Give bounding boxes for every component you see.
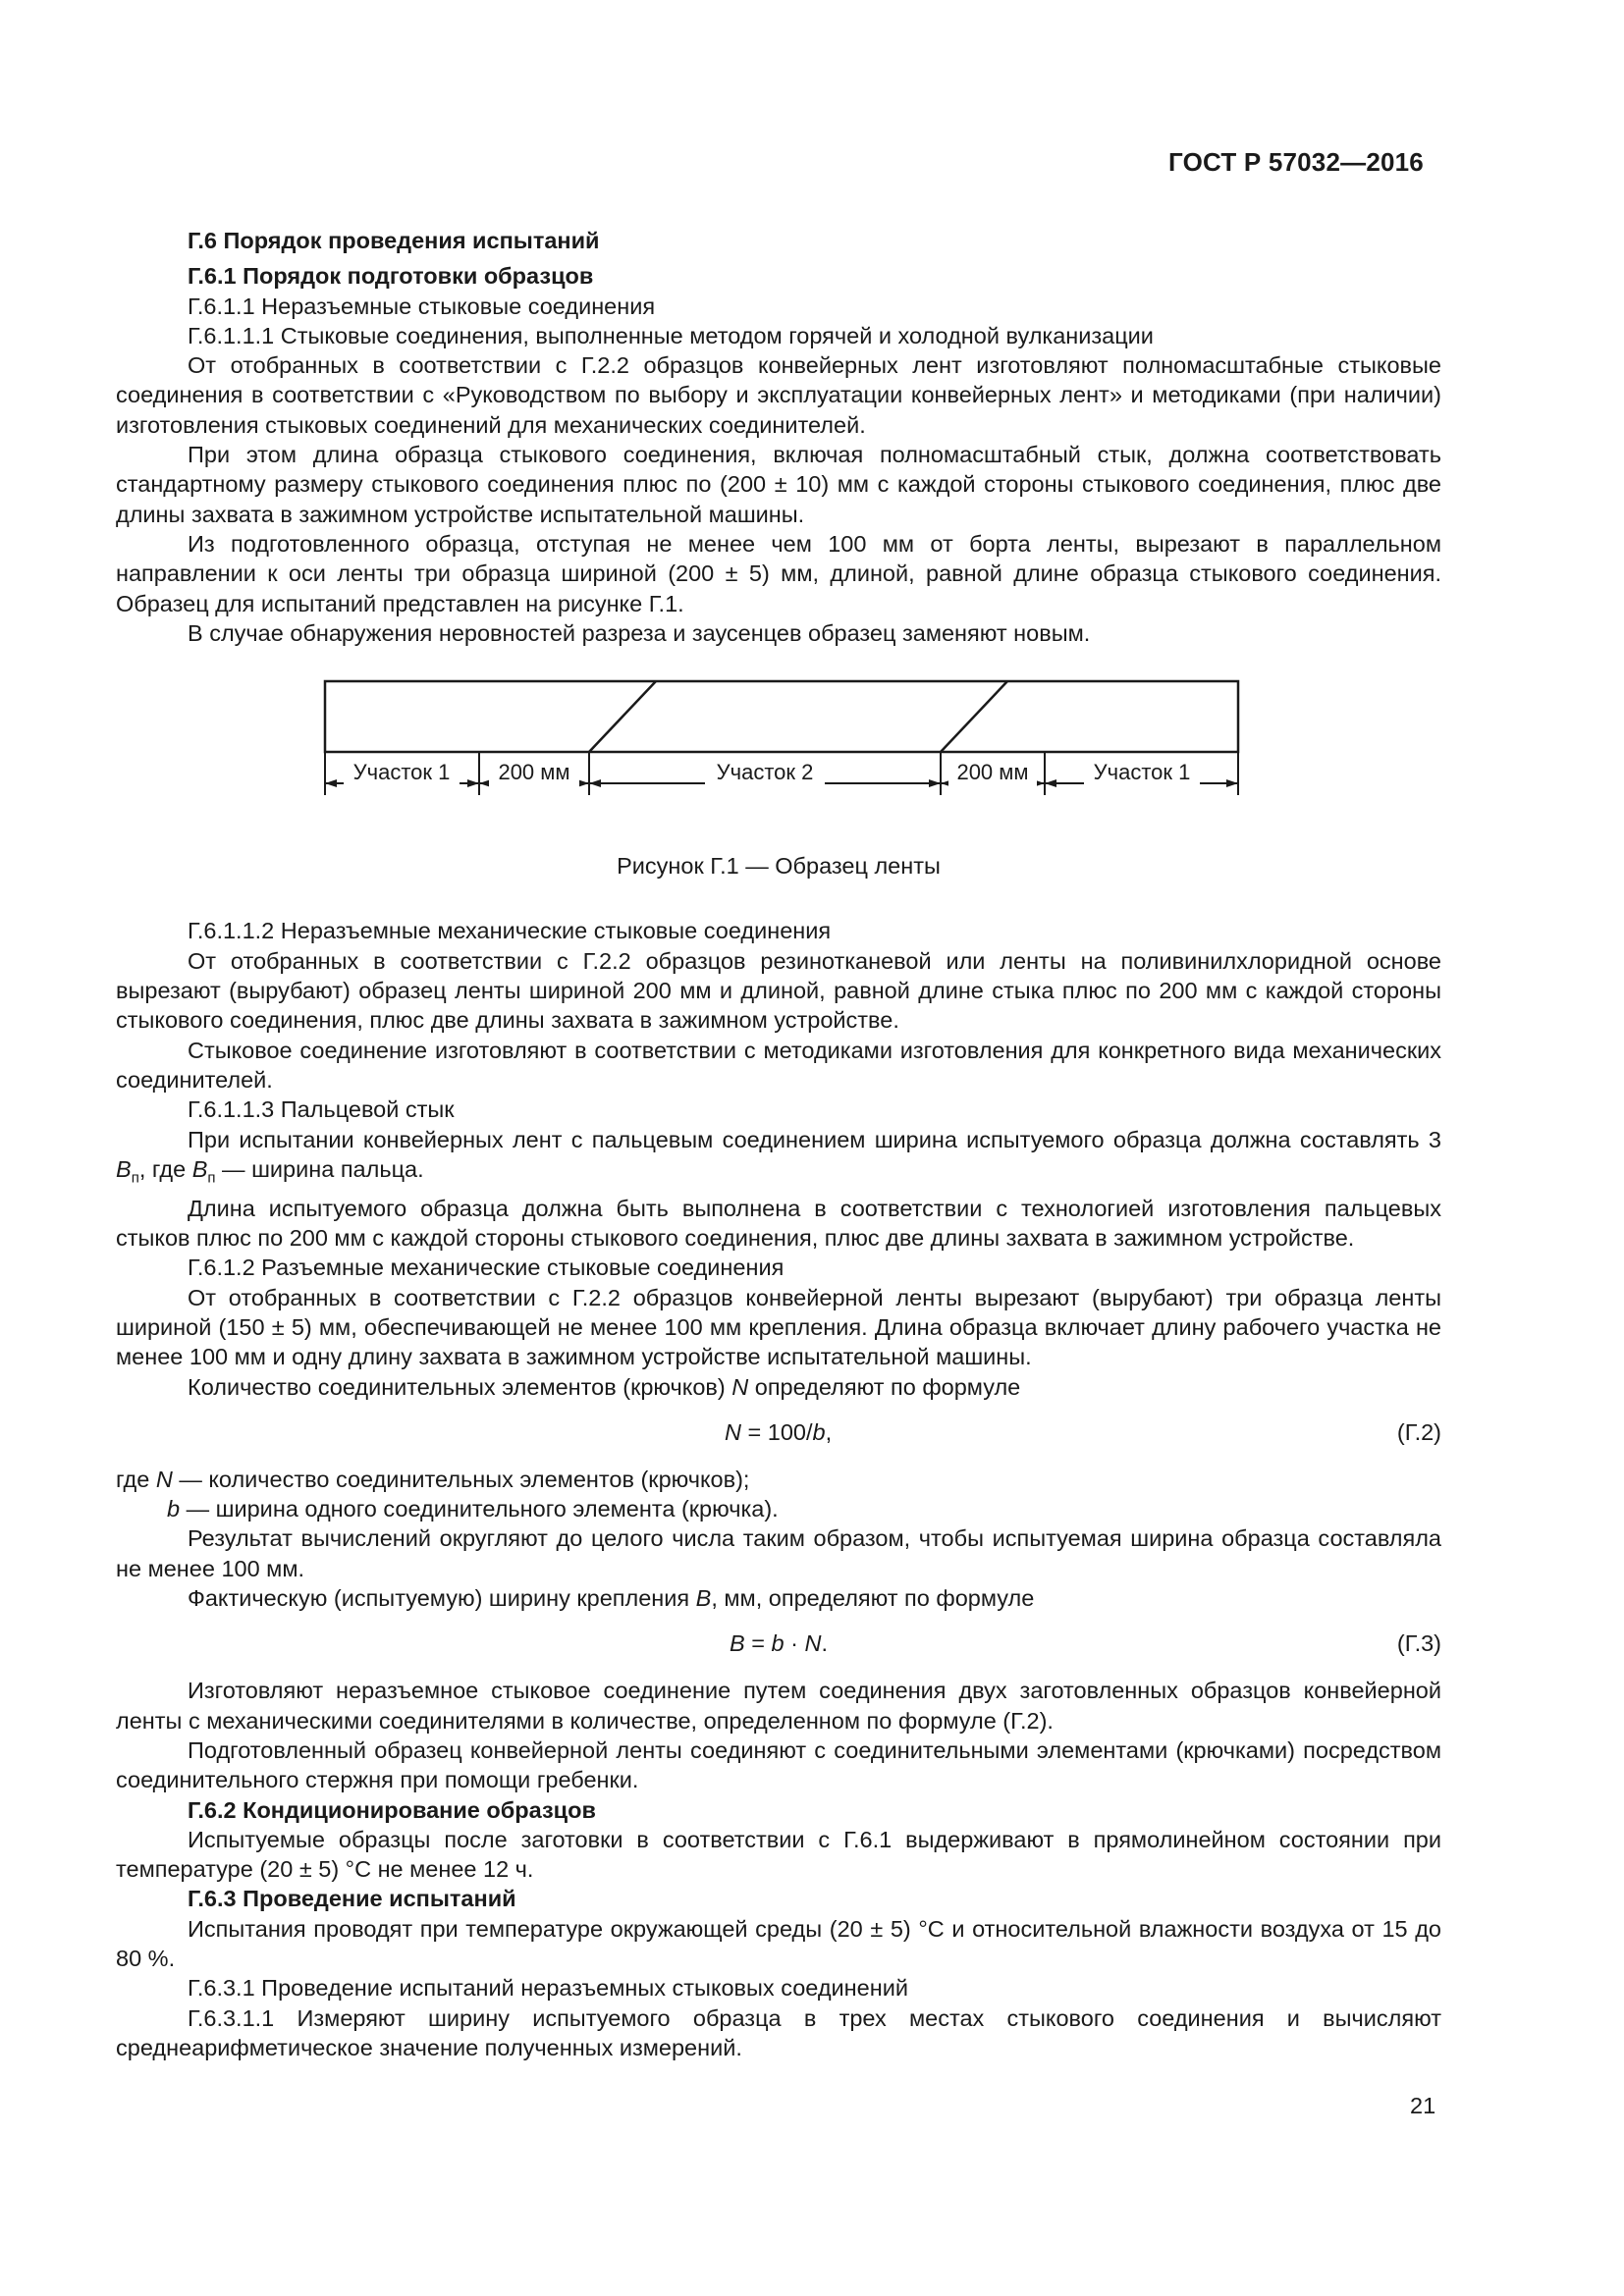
clause-heading: Г.6.3.1 Проведение испытаний неразъемных стыковых соединений [188, 1975, 908, 2002]
subsection-heading: Г.6.3 Проведение испытаний [188, 1886, 516, 1912]
page-number: 21 [1410, 2093, 1436, 2118]
clause-heading: Г.6.1.1 Неразъемные стыковые соединения [188, 293, 656, 319]
paragraph: Стыковое соединение изготовляют в соответствии с методиками изготовления для конкретного вида механических соединителей. [116, 1037, 1441, 1093]
paragraph-finger-joint: При испытании конвейерных лент с пальцевым соединением ширина испытуемого образца должна составлять 3 $B_п$, где $B_п$ — ширина пальца. [116, 1126, 1441, 1187]
paragraph: Результат вычислений округляют до целого числа таким образом, чтобы испытуемая ширина образца составляла не менее 100 мм. [116, 1525, 1441, 1581]
subsection-heading: Г.6.1 Порядок подготовки образцов [188, 263, 594, 290]
where-clause: где N — количество соединительных элементов (крючков); [116, 1466, 750, 1492]
figure-label-section2: Участок 2 [716, 760, 814, 785]
joint-line-left [589, 681, 656, 752]
figure-label-section1-left: Участок 1 [352, 760, 451, 785]
paragraph: Г.6.3.1.1 Измеряют ширину испытуемого образца в трех местах стыкового соединения и вычисляют среднеарифметическое значение полученных измерений. [116, 2004, 1441, 2060]
section-heading: Г.6 Порядок проведения испытаний [188, 228, 600, 253]
paragraph: Количество соединительных элементов (крючков) N определяют по формуле [188, 1373, 1021, 1400]
paragraph: От отобранных в соответствии с Г.2.2 образцов конвейерных лент изготовляют полномасштабные стыковые соединения в соответствии с «Руководством по выбору и эксплуатации конвейерных лент» и методиками (при наличии) изготовления стыковых соединений для механических соединителей. [116, 352, 1441, 438]
subsection-heading: Г.6.2 Кондиционирование образцов [188, 1796, 596, 1823]
paragraph: Длина испытуемого образца должна быть выполнена в соответствии с технологией изготовления пальцевых стыков плюс по 200 мм с каждой стороны стыкового соединения, плюс две длины захвата в зажимном устройстве. [116, 1195, 1441, 1252]
paragraph: Из подготовленного образца, отступая не менее чем 100 мм от борта ленты, вырезают в параллельном направлении к оси ленты три образца шириной (200 ± 5) мм, длиной, равной длине образца стыкового соединения. Образец для испытаний представлен на рисунке Г.1. [116, 530, 1441, 616]
figure-label-200mm-left: 200 мм [498, 760, 570, 785]
page-body [116, 226, 1441, 2062]
paragraph: Фактическую (испытуемую) ширину крепления B, мм, определяют по формуле [188, 1585, 1035, 1612]
where-clause: b — ширина одного соединительного элемента (крючка). [167, 1496, 779, 1522]
figure-belt-sample [116, 669, 1441, 841]
formula-g2: N = 100/b, (Г.2) [116, 1417, 1441, 1447]
paragraph: От отобранных в соответствии с Г.2.2 образцов конвейерной ленты вырезают (вырубают) три образца ленты шириной (150 ± 5) мм, обеспечивающей не менее 100 мм крепления. Длина образца включает длину рабочего участка не менее 100 мм и одну длину захвата в зажимном устройстве испытательной машины. [116, 1284, 1441, 1370]
belt-sample-diagram [116, 669, 1441, 841]
formula-number: (Г.2) [1396, 1418, 1441, 1445]
paragraph: От отобранных в соответствии с Г.2.2 образцов резинотканевой или ленты на поливинилхлоридной основе вырезают (вырубают) образец ленты шириной 200 мм и длиной, равной длине стыка плюс по 200 мм с каждой стороны стыкового соединения, плюс две длины захвата в зажимном устройстве. [116, 947, 1441, 1034]
figure-label-section1-right: Участок 1 [1093, 760, 1191, 785]
paragraph: В случае обнаружения неровностей разреза и заусенцев образец заменяют новым. [188, 619, 1091, 646]
clause-heading: Г.6.1.2 Разъемные механические стыковые соединения [188, 1255, 785, 1281]
clause-heading: Г.6.1.1.1 Стыковые соединения, выполненные методом горячей и холодной вулканизации [188, 322, 1154, 348]
clause-heading: Г.6.1.1.2 Неразъемные механические стыковые соединения [188, 918, 832, 944]
clause-heading: Г.6.1.1.3 Пальцевой стык [188, 1096, 455, 1123]
figure-caption: Рисунок Г.1 — Образец ленты [617, 853, 941, 880]
paragraph: Испытуемые образцы после заготовки в соответствии с Г.6.1 выдерживают в прямолинейном состоянии при температуре (20 ± 5) °С не менее 12 ч. [116, 1826, 1441, 1883]
formula-g3: B = b · N. (Г.3) [116, 1629, 1441, 1658]
formula-number: (Г.3) [1396, 1630, 1441, 1657]
paragraph: Подготовленный образец конвейерной ленты соединяют с соединительными элементами (крючками) посредством соединительного стержня при помощи гребенки. [116, 1736, 1441, 1793]
figure-label-200mm-right: 200 мм [956, 760, 1029, 785]
belt-outline [325, 681, 1238, 752]
paragraph: При этом длина образца стыкового соединения, включая полномасштабный стык, должна соответствовать стандартному размеру стыкового соединения плюс по (200 ± 10) мм с каждой стороны стыкового соединения, плюс две длины захвата в зажимном устройстве испытательной машины. [116, 442, 1441, 527]
paragraph: Изготовляют неразъемное стыковое соединение путем соединения двух заготовленных образцов конвейерной ленты с механическими соединителями в количестве, определенном по формуле (Г.2). [116, 1678, 1441, 1734]
paragraph: Испытания проводят при температуре окружающей среды (20 ± 5) °С и относительной влажности воздуха от 15 до 80 %. [116, 1915, 1441, 1972]
joint-line-right [941, 681, 1007, 752]
document-id: ГОСТ Р 57032—2016 [1168, 147, 1424, 177]
